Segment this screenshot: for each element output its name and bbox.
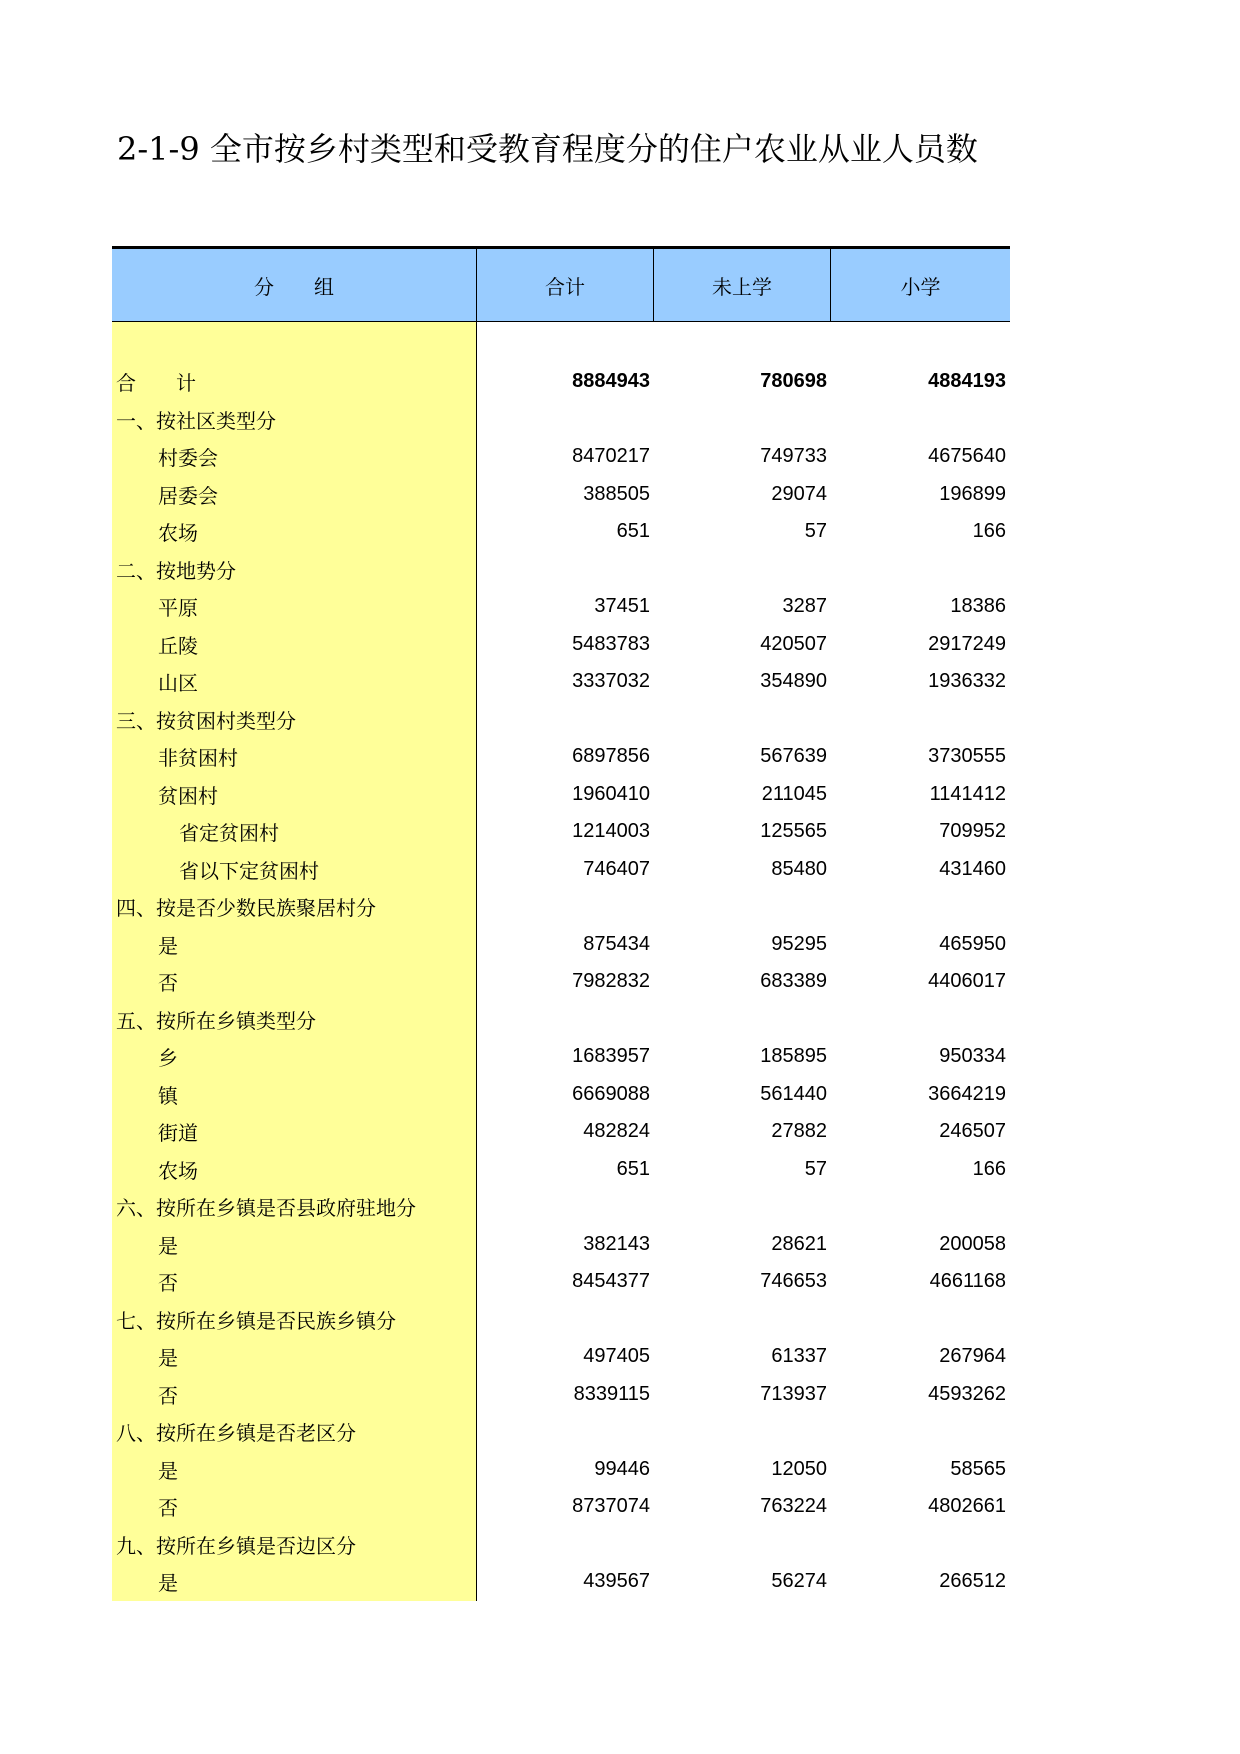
row-label: 八、按所在乡镇是否老区分 <box>112 1413 477 1451</box>
cell-primary <box>831 551 1010 589</box>
row-label: 街道 <box>112 1113 477 1151</box>
cell-no-school: 561440 <box>760 1082 827 1105</box>
cell-no-school: 28621 <box>771 1232 827 1255</box>
cell-primary: 196899 <box>939 482 1006 505</box>
row-label: 贫困村 <box>112 776 477 814</box>
table-row <box>112 513 1010 551</box>
cell-primary: 1141412 <box>929 782 1006 805</box>
cell-no-school <box>654 1526 831 1564</box>
row-label: 是 <box>112 1338 477 1376</box>
cell-primary: 4675640 <box>928 445 1006 468</box>
cell-total: 6669088 <box>572 1082 650 1105</box>
cell-no-school: 354890 <box>760 670 827 693</box>
cell-total: 8884943 <box>572 370 650 393</box>
cell-primary: 58565 <box>950 1457 1006 1480</box>
cell-no-school: 763224 <box>760 1495 827 1518</box>
cell-no-school: 57 <box>804 520 827 543</box>
row-label: 否 <box>112 1263 477 1301</box>
cell-total <box>477 1526 654 1564</box>
cell-total: 482824 <box>583 1120 650 1143</box>
row-label: 五、按所在乡镇类型分 <box>112 1001 477 1039</box>
cell-no-school: 420507 <box>760 632 827 655</box>
cell-no-school: 56274 <box>771 1570 827 1593</box>
cell-no-school: 683389 <box>760 970 827 993</box>
cell-no-school: 12050 <box>771 1457 827 1480</box>
cell-no-school: 211045 <box>761 782 827 805</box>
table-row <box>112 663 1010 701</box>
cell-total: 382143 <box>583 1232 650 1255</box>
row-label: 乡 <box>112 1038 477 1076</box>
table-row <box>112 1413 1010 1451</box>
header-total: 合计 <box>477 249 654 321</box>
cell-no-school <box>654 888 831 926</box>
table-row <box>112 626 1010 664</box>
cell-total <box>477 1413 654 1451</box>
cell-no-school: 95295 <box>771 932 827 955</box>
header-primary: 小学 <box>900 274 941 299</box>
table-row <box>112 1263 1010 1301</box>
cell-total: 7982832 <box>572 970 650 993</box>
cell-total: 651 <box>616 520 650 543</box>
row-label: 六、按所在乡镇是否县政府驻地分 <box>112 1188 477 1226</box>
cell-no-school: 3287 <box>782 595 827 618</box>
cell-total: 497405 <box>583 1345 650 1368</box>
cell-primary <box>831 1301 1010 1339</box>
data-table <box>112 246 1010 1601</box>
row-label: 一、按社区类型分 <box>112 401 477 439</box>
row-label: 是 <box>112 926 477 964</box>
cell-primary: 4661168 <box>929 1270 1006 1293</box>
table-row <box>112 1151 1010 1189</box>
table-row <box>112 738 1010 776</box>
table-row <box>112 1451 1010 1489</box>
table-row <box>112 588 1010 626</box>
cell-primary <box>831 1188 1010 1226</box>
row-label: 农场 <box>112 513 477 551</box>
cell-no-school <box>654 701 831 739</box>
cell-total: 8470217 <box>572 445 650 468</box>
table-row <box>112 1563 1010 1601</box>
table-row <box>112 1188 1010 1226</box>
row-label: 山区 <box>112 663 477 701</box>
cell-total <box>477 701 654 739</box>
cell-total: 8339115 <box>573 1382 650 1405</box>
table-row <box>112 776 1010 814</box>
table-row <box>112 701 1010 739</box>
header-no-school: 未上学 <box>654 249 831 321</box>
cell-primary: 4802661 <box>928 1495 1006 1518</box>
cell-primary: 166 <box>972 1157 1006 1180</box>
cell-no-school: 749733 <box>760 445 827 468</box>
table-row <box>112 1376 1010 1414</box>
cell-primary: 1936332 <box>928 670 1006 693</box>
row-label: 否 <box>112 963 477 1001</box>
cell-no-school: 29074 <box>771 482 827 505</box>
cell-primary: 18386 <box>950 595 1006 618</box>
row-label: 三、按贫困村类型分 <box>112 701 477 739</box>
cell-total <box>477 401 654 439</box>
cell-no-school <box>654 551 831 589</box>
cell-no-school <box>654 401 831 439</box>
row-label: 省以下定贫困村 <box>112 851 477 889</box>
cell-total: 6897856 <box>572 745 650 768</box>
cell-total: 5483783 <box>572 632 650 655</box>
cell-primary <box>831 1413 1010 1451</box>
row-label: 丘陵 <box>112 626 477 664</box>
cell-total <box>477 1301 654 1339</box>
cell-total <box>477 551 654 589</box>
cell-primary: 266512 <box>939 1570 1006 1593</box>
table-row <box>112 1526 1010 1564</box>
row-label: 是 <box>112 1226 477 1264</box>
cell-primary: 465950 <box>939 932 1006 955</box>
row-label: 合 计 <box>112 363 477 401</box>
cell-no-school: 61337 <box>771 1345 827 1368</box>
table-row <box>112 963 1010 1001</box>
cell-primary <box>831 888 1010 926</box>
row-label: 七、按所在乡镇是否民族乡镇分 <box>112 1301 477 1339</box>
table-row <box>112 476 1010 514</box>
cell-no-school <box>654 1301 831 1339</box>
cell-no-school <box>654 1413 831 1451</box>
cell-primary: 166 <box>972 520 1006 543</box>
row-label: 省定贫困村 <box>112 813 477 851</box>
cell-total <box>477 1001 654 1039</box>
cell-total: 1214003 <box>572 820 650 843</box>
cell-total <box>477 888 654 926</box>
cell-primary: 4593262 <box>928 1382 1006 1405</box>
cell-no-school <box>654 1188 831 1226</box>
cell-total: 8737074 <box>572 1495 650 1518</box>
table-row <box>112 1001 1010 1039</box>
table-row <box>112 363 1010 401</box>
cell-total: 3337032 <box>572 670 650 693</box>
table-row <box>112 1488 1010 1526</box>
cell-total: 8454377 <box>572 1270 650 1293</box>
cell-no-school <box>654 1001 831 1039</box>
cell-primary: 431460 <box>939 857 1006 880</box>
table-row <box>112 1038 1010 1076</box>
row-label: 否 <box>112 1488 477 1526</box>
cell-primary <box>831 1001 1010 1039</box>
cell-total: 746407 <box>583 857 650 880</box>
table-row <box>112 401 1010 439</box>
table-row <box>112 1113 1010 1151</box>
cell-no-school: 713937 <box>760 1382 827 1405</box>
table-row <box>112 1338 1010 1376</box>
cell-primary <box>831 701 1010 739</box>
row-label: 村委会 <box>112 438 477 476</box>
row-label: 农场 <box>112 1151 477 1189</box>
table-row <box>112 851 1010 889</box>
table-row <box>112 926 1010 964</box>
cell-total <box>477 1188 654 1226</box>
cell-primary: 246507 <box>939 1120 1006 1143</box>
cell-primary <box>831 1526 1010 1564</box>
cell-no-school: 27882 <box>771 1120 827 1143</box>
cell-total: 875434 <box>583 932 650 955</box>
row-label: 是 <box>112 1451 477 1489</box>
table-header <box>112 249 1010 322</box>
table-row <box>112 813 1010 851</box>
cell-no-school: 567639 <box>760 745 827 768</box>
table-body <box>112 322 1010 1601</box>
row-label: 九、按所在乡镇是否边区分 <box>112 1526 477 1564</box>
cell-primary: 2917249 <box>928 632 1006 655</box>
cell-primary: 950334 <box>939 1045 1006 1068</box>
cell-primary: 709952 <box>939 820 1006 843</box>
cell-primary: 267964 <box>939 1345 1006 1368</box>
row-label: 四、按是否少数民族聚居村分 <box>112 888 477 926</box>
cell-primary: 3664219 <box>928 1082 1006 1105</box>
cell-no-school: 125565 <box>760 820 827 843</box>
page-title: 2-1-9 全市按乡村类型和受教育程度分的住户农业从业人员数 <box>117 130 978 168</box>
cell-primary: 200058 <box>939 1232 1006 1255</box>
row-label: 二、按地势分 <box>112 551 477 589</box>
table-row <box>112 551 1010 589</box>
cell-no-school: 746653 <box>760 1270 827 1293</box>
cell-total: 37451 <box>594 595 650 618</box>
row-label: 非贫困村 <box>112 738 477 776</box>
row-label: 是 <box>112 1563 477 1601</box>
table-row <box>112 1076 1010 1114</box>
cell-total: 99446 <box>594 1457 650 1480</box>
cell-primary: 3730555 <box>928 745 1006 768</box>
cell-no-school: 780698 <box>760 370 827 393</box>
cell-no-school: 85480 <box>771 857 827 880</box>
cell-total: 388505 <box>583 482 650 505</box>
row-label: 镇 <box>112 1076 477 1114</box>
cell-primary: 4406017 <box>928 970 1006 993</box>
row-label: 否 <box>112 1376 477 1414</box>
cell-total: 1960410 <box>572 782 650 805</box>
cell-total: 651 <box>616 1157 650 1180</box>
row-label: 居委会 <box>112 476 477 514</box>
table-row <box>112 1301 1010 1339</box>
cell-no-school: 185895 <box>760 1045 827 1068</box>
header-group: 分 组 <box>112 249 477 321</box>
cell-total: 1683957 <box>572 1045 650 1068</box>
table-row <box>112 438 1010 476</box>
table-row <box>112 1226 1010 1264</box>
cell-total: 439567 <box>583 1570 650 1593</box>
cell-primary <box>831 401 1010 439</box>
cell-no-school: 57 <box>804 1157 827 1180</box>
row-label: 平原 <box>112 588 477 626</box>
table-spacer <box>112 322 1010 363</box>
cell-primary: 4884193 <box>928 370 1006 393</box>
table-row <box>112 888 1010 926</box>
